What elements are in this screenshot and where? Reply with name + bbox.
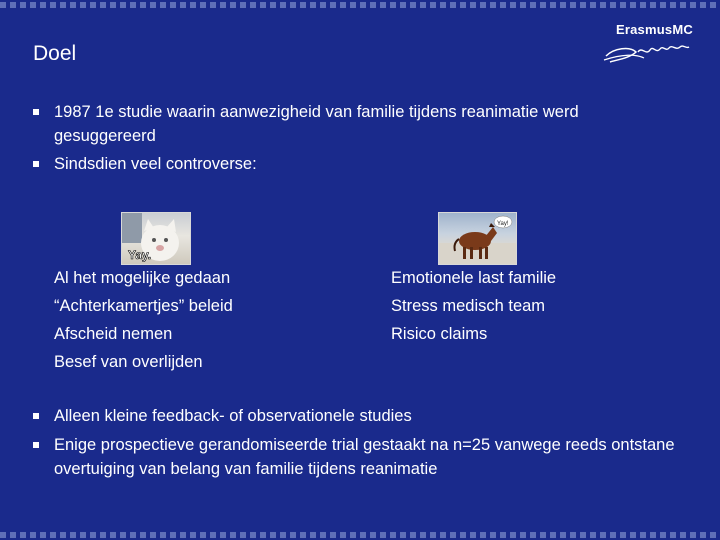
horse-image — [438, 212, 517, 265]
logo-text: ErasmusMC — [616, 22, 693, 37]
cat-caption: Yay. — [128, 248, 152, 262]
horse-bubble-text: Yay! — [497, 221, 509, 227]
right-column-item: Emotionele last familie — [391, 269, 557, 287]
erasmus-signature-icon — [600, 38, 708, 68]
bullet-item — [33, 433, 683, 481]
bullet-item — [33, 404, 683, 428]
left-column-item: Besef van overlijden — [54, 353, 203, 371]
bullet-text: 1987 1e studie waarin aanwezigheid van familie tijdens reanimatie werd gesuggereerd — [54, 103, 579, 145]
bullet-square-icon — [33, 442, 39, 448]
left-column-item: “Achterkamertjes” beleid — [54, 297, 233, 315]
bullet-text: Enige prospectieve gerandomiseerde trial gestaakt na n=25 vanwege reeds ontstane overtuiging van belang van familie tijdens reanimatie — [54, 436, 675, 478]
bullet-square-icon — [33, 109, 39, 115]
cat-image — [121, 212, 191, 265]
right-column-item: Stress medisch team — [391, 297, 546, 315]
bullet-text: Sindsdien veel controverse: — [54, 155, 257, 173]
left-column-item: Afscheid nemen — [54, 325, 173, 343]
bullet-item — [33, 152, 683, 176]
left-column-item: Al het mogelijke gedaan — [54, 269, 231, 287]
right-column-item: Risico claims — [391, 325, 488, 343]
bullet-square-icon — [33, 161, 39, 167]
bullet-square-icon — [33, 413, 39, 419]
bullet-text: Alleen kleine feedback- of observationele studies — [54, 407, 412, 425]
bottom-dot-border — [0, 532, 720, 538]
slide-title: Doel — [33, 42, 77, 65]
bullet-item — [33, 100, 683, 148]
erasmus-logo-icon — [600, 22, 708, 70]
top-dot-border — [0, 2, 720, 8]
